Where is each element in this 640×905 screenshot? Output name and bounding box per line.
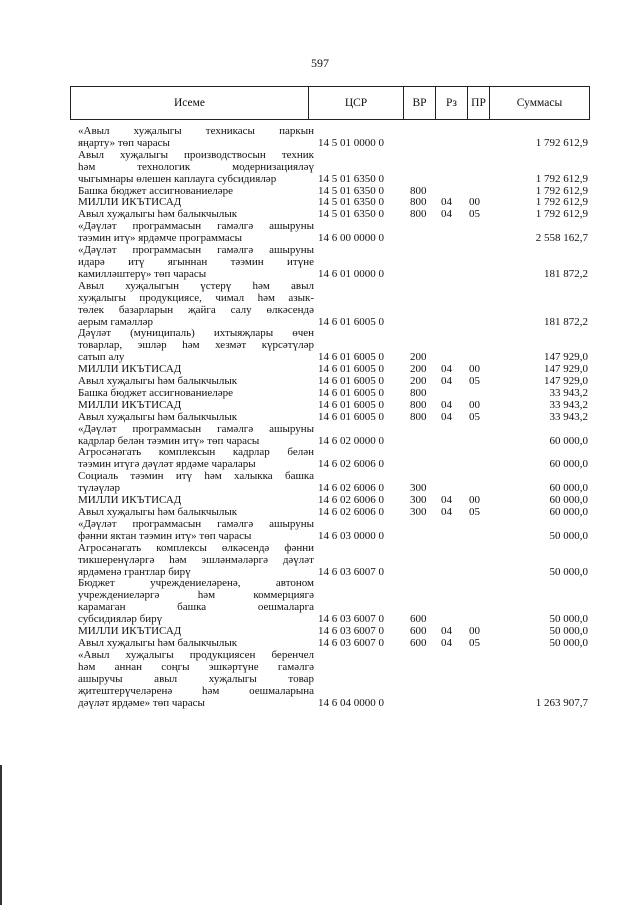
table-row	[78, 578, 588, 626]
row-vr: 800	[410, 196, 427, 209]
header-name: Исеме	[71, 87, 309, 119]
row-vr: 800	[410, 208, 427, 221]
row-vr: 800	[410, 410, 427, 423]
row-rz: 04	[441, 196, 452, 209]
row-csr: 14 5 01 6350 0	[318, 196, 384, 209]
row-sum: 50 000,0	[549, 613, 588, 626]
row-csr: 14 6 00 0000 0	[318, 232, 384, 245]
table-row	[78, 281, 588, 329]
table-row	[78, 400, 588, 412]
row-name	[78, 328, 314, 364]
table-row	[78, 126, 588, 150]
row-name-line: Дәүләт (муниципаль) ихтыяҗлары өчен	[78, 327, 314, 340]
row-sum: 60 000,0	[549, 494, 588, 507]
table-row	[78, 424, 588, 448]
row-sum: 60 000,0	[549, 458, 588, 471]
table-row	[78, 150, 588, 186]
row-name-line: Социаль тәэмин итү һәм халыкка башка	[78, 470, 314, 483]
row-name-line: һәм аннан соңгы эшкәртүне гамәлгә	[78, 660, 314, 673]
row-name	[78, 412, 314, 424]
row-name-line: «Дәүләт программасын гамәлгә ашыруны	[78, 422, 314, 435]
row-vr: 800	[410, 398, 427, 411]
row-pr: 00	[469, 398, 480, 411]
row-name	[78, 424, 314, 448]
row-sum: 33 943,2	[549, 398, 588, 411]
table-header	[70, 86, 590, 120]
row-csr: 14 5 01 6350 0	[318, 184, 384, 197]
row-sum: 147 929,0	[544, 363, 588, 376]
row-name	[78, 650, 314, 710]
row-name-line: тәэмин итү» ярдәмче программасы	[78, 232, 243, 245]
table-row	[78, 650, 588, 710]
row-csr: 14 5 01 6350 0	[318, 208, 384, 221]
row-name-line: тикшеренүләргә һәм эшләнмәләргә дәүләт	[78, 553, 314, 566]
row-rz: 04	[441, 410, 452, 423]
row-name-line: Авыл хуҗалыгы һәм балыкчылык	[78, 636, 238, 649]
header-pr: ПР	[468, 87, 490, 119]
row-pr: 05	[469, 410, 480, 423]
row-sum: 1 792 612,9	[535, 172, 588, 185]
row-name-line: Агросәнәгать комплексын кадрлар белән	[78, 446, 314, 459]
table-row	[78, 412, 588, 424]
row-sum: 1 792 612,9	[535, 184, 588, 197]
row-sum: 60 000,0	[549, 482, 588, 495]
row-vr: 200	[410, 363, 427, 376]
row-name-line: ашыручы авыл хуҗалыгы товар	[78, 672, 314, 685]
row-csr: 14 6 03 6007 0	[318, 625, 384, 638]
row-name	[78, 578, 314, 626]
row-name	[78, 400, 314, 412]
header-vr: ВР	[404, 87, 436, 119]
row-name-line: «Дәүләт программасын гамәлгә ашыруны	[78, 220, 314, 233]
row-name-line: төлек базарларын җайга салу өлкәсендә	[78, 303, 314, 316]
row-name-line: Башка бюджет ассигнованиеләре	[78, 184, 233, 197]
row-name-line: Авыл хуҗалыгы производствосын техник	[78, 148, 314, 161]
row-sum: 147 929,0	[544, 375, 588, 388]
row-sum: 33 943,2	[549, 386, 588, 399]
budget-table-body	[78, 126, 588, 709]
row-name	[78, 471, 314, 495]
row-name-line: товарлар, эшләр һәм хезмәт күрсәтүләр	[78, 339, 314, 352]
row-sum: 60 000,0	[549, 506, 588, 518]
row-csr: 14 6 04 0000 0	[318, 696, 384, 709]
row-pr: 00	[469, 625, 480, 638]
row-sum: 1 792 612,9	[535, 136, 588, 149]
row-pr: 05	[469, 506, 480, 518]
row-pr: 05	[469, 208, 480, 221]
row-name-line: МИЛЛИ ИКЪТИСАД	[78, 196, 182, 209]
scan-margin-line	[0, 765, 2, 905]
row-sum: 1 263 907,7	[535, 696, 588, 709]
row-csr: 14 6 01 6005 0	[318, 351, 384, 364]
row-csr: 14 6 03 0000 0	[318, 529, 384, 542]
table-row	[78, 471, 588, 495]
row-name	[78, 281, 314, 329]
row-name-line: Агросәнәгать комплексы өлкәсендә фәнни	[78, 541, 314, 554]
row-rz: 04	[441, 625, 452, 638]
row-name-line: Авыл хуҗалыгын үстерү һәм авыл	[78, 279, 314, 292]
row-name-line: Авыл хуҗалыгы һәм балыкчылык	[78, 208, 238, 221]
table-row	[78, 543, 588, 579]
row-csr: 14 6 02 6006 0	[318, 482, 384, 495]
row-name-line: сатып алу	[78, 351, 125, 364]
row-csr: 14 6 03 6007 0	[318, 636, 384, 649]
row-vr: 200	[410, 375, 427, 388]
row-sum: 147 929,0	[544, 351, 588, 364]
row-name-line: Бюджет учреждениеләренә, автоном	[78, 577, 314, 590]
row-name-line: «Авыл хуҗалыгы продукциясен беренчел	[78, 648, 314, 661]
row-pr: 05	[469, 375, 480, 388]
row-vr: 200	[410, 351, 427, 364]
row-sum: 50 000,0	[549, 625, 588, 638]
table-row	[78, 221, 588, 245]
row-pr: 00	[469, 363, 480, 376]
row-name-line: түләүләр	[78, 482, 121, 495]
row-csr: 14 6 02 6006 0	[318, 494, 384, 507]
row-sum: 50 000,0	[549, 529, 588, 542]
row-sum: 1 792 612,9	[535, 208, 588, 221]
row-csr: 14 6 03 6007 0	[318, 613, 384, 626]
table-row	[78, 245, 588, 281]
row-name-line: идарә итү ягыннан тәэмин итүне	[78, 255, 314, 268]
row-name-line: «Авыл хуҗалыгы техникасы паркын	[78, 125, 314, 137]
row-csr: 14 6 03 6007 0	[318, 565, 384, 578]
header-rz: Рз	[436, 87, 468, 119]
row-vr: 300	[410, 482, 427, 495]
row-name	[78, 245, 314, 281]
row-csr: 14 6 02 6006 0	[318, 506, 384, 518]
row-name-line: һәм технологик модернизацияләү	[78, 160, 314, 173]
row-name-line: карамаган башка оешмаларга	[78, 601, 314, 614]
row-csr: 14 6 02 6006 0	[318, 458, 384, 471]
row-csr: 14 5 01 6350 0	[318, 172, 384, 185]
row-rz: 04	[441, 375, 452, 388]
row-name	[78, 221, 314, 245]
row-sum: 50 000,0	[549, 565, 588, 578]
row-rz: 04	[441, 398, 452, 411]
row-name-line: учреждениеләргә һәм коммерциягә	[78, 589, 314, 602]
row-name-line: субсидияләр бирү	[78, 613, 163, 626]
row-name-line: тәэмин итүгә дәүләт ярдәме чаралары	[78, 458, 256, 471]
row-name	[78, 150, 314, 186]
row-name	[78, 126, 314, 150]
row-csr: 14 6 01 6005 0	[318, 386, 384, 399]
row-csr: 14 5 01 0000 0	[318, 136, 384, 149]
row-vr: 600	[410, 625, 427, 638]
row-name-line: чыгымнары өлешен каплауга субсидияләр	[78, 172, 277, 185]
row-sum: 50 000,0	[549, 636, 588, 649]
row-csr: 14 6 01 6005 0	[318, 375, 384, 388]
row-name	[78, 519, 314, 543]
row-vr: 800	[410, 386, 427, 399]
row-name-line: «Дәүләт программасын гамәлгә ашыруны	[78, 517, 314, 530]
row-name-line: МИЛЛИ ИКЪТИСАД	[78, 398, 182, 411]
row-csr: 14 6 02 0000 0	[318, 434, 384, 447]
row-name-line: Авыл хуҗалыгы һәм балыкчылык	[78, 506, 238, 518]
row-rz: 04	[441, 636, 452, 649]
row-vr: 600	[410, 613, 427, 626]
row-vr: 300	[410, 494, 427, 507]
row-sum: 2 558 162,7	[535, 232, 588, 245]
row-sum: 181 872,2	[544, 315, 588, 328]
row-pr: 00	[469, 494, 480, 507]
table-row	[78, 447, 588, 471]
row-name-line: Авыл хуҗалыгы һәм балыкчылык	[78, 410, 238, 423]
row-csr: 14 6 01 6005 0	[318, 315, 384, 328]
row-rz: 04	[441, 363, 452, 376]
row-name-line: МИЛЛИ ИКЪТИСАД	[78, 363, 182, 376]
row-csr: 14 6 01 6005 0	[318, 410, 384, 423]
row-rz: 04	[441, 208, 452, 221]
row-pr: 00	[469, 196, 480, 209]
table-row	[78, 519, 588, 543]
row-name-line: камилләштерү» төп чарасы	[78, 267, 207, 280]
row-vr: 300	[410, 506, 427, 518]
row-name-line: яңарту» төп чарасы	[78, 136, 170, 149]
row-name-line: МИЛЛИ ИКЪТИСАД	[78, 494, 182, 507]
row-name-line: кадрлар белән тәэмин итү» төп чарасы	[78, 434, 260, 447]
row-name-line: ярдәменә грантлар бирү	[78, 565, 191, 578]
row-name-line: җитештерүчеләренә һәм оешмаларына	[78, 684, 314, 697]
row-name-line: дәүләт ярдәме» төп чарасы	[78, 696, 205, 709]
row-name	[78, 543, 314, 579]
row-sum: 60 000,0	[549, 434, 588, 447]
header-csr: ЦСР	[309, 87, 404, 119]
row-name-line: Авыл хуҗалыгы һәм балыкчылык	[78, 375, 238, 388]
row-name-line: фәнни яктан тәэмин итү» төп чарасы	[78, 529, 252, 542]
row-pr: 05	[469, 636, 480, 649]
row-name-line: аерым гамәлләр	[78, 315, 153, 328]
row-name	[78, 447, 314, 471]
row-vr: 800	[410, 184, 427, 197]
row-name-line: Башка бюджет ассигнованиеләре	[78, 386, 233, 399]
table-row	[78, 328, 588, 364]
row-rz: 04	[441, 494, 452, 507]
row-sum: 33 943,2	[549, 410, 588, 423]
row-csr: 14 6 01 6005 0	[318, 363, 384, 376]
row-name-line: «Дәүләт программасын гамәлгә ашыруны	[78, 244, 314, 257]
header-sum: Суммасы	[516, 97, 563, 109]
row-sum: 181 872,2	[544, 267, 588, 280]
row-csr: 14 6 01 0000 0	[318, 267, 384, 280]
row-rz: 04	[441, 506, 452, 518]
row-name-line: хуҗалыгы продукциясе, чимал һәм азык-	[78, 291, 314, 304]
page-number: 597	[311, 56, 329, 70]
row-vr: 600	[410, 636, 427, 649]
row-name-line: МИЛЛИ ИКЪТИСАД	[78, 625, 182, 638]
row-csr: 14 6 01 6005 0	[318, 398, 384, 411]
row-sum: 1 792 612,9	[535, 196, 588, 209]
